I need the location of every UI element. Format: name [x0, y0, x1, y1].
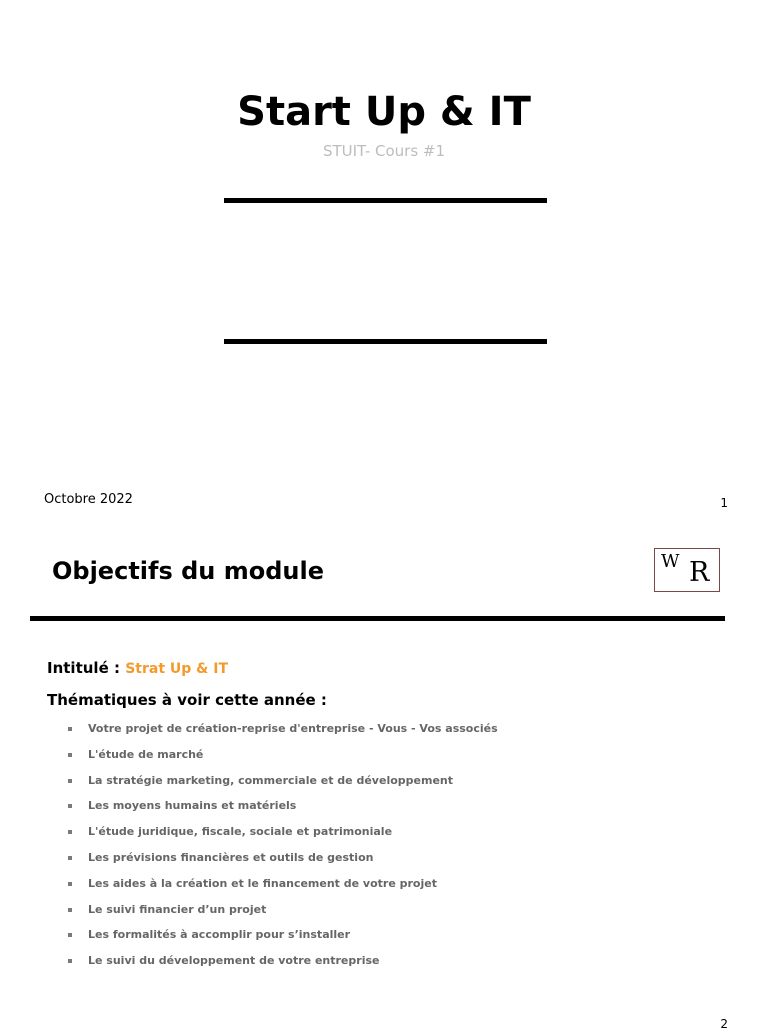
slide-date: Octobre 2022	[44, 492, 133, 507]
logo-letter-w: W	[661, 551, 680, 572]
square-bullet-icon	[68, 727, 72, 731]
square-bullet-icon	[68, 959, 72, 963]
list-item-text: Votre projet de création-reprise d'entreprise - Vous - Vos associés	[88, 722, 498, 735]
list-item-text: La stratégie marketing, commerciale et de développement	[88, 773, 453, 787]
list-item	[64, 796, 498, 822]
list-item-text: Le suivi du développement de votre entreprise	[88, 954, 380, 968]
list-item	[64, 745, 498, 771]
list-item-text: L'étude juridique, fiscale, sociale et patrimoniale	[88, 825, 393, 839]
bottom-divider	[224, 339, 547, 344]
page-number-2: 2	[720, 1017, 728, 1031]
square-bullet-icon	[68, 856, 72, 860]
wr-logo	[654, 548, 720, 592]
square-bullet-icon	[68, 779, 72, 783]
slide-title: Start Up & IT	[237, 89, 531, 135]
list-item	[64, 951, 498, 977]
module-objectives-title: Objectifs du module	[52, 557, 324, 585]
list-item	[64, 848, 498, 874]
list-item-text: Les moyens humains et matériels	[88, 799, 297, 813]
square-bullet-icon	[68, 804, 72, 808]
list-item	[64, 771, 498, 797]
list-item	[64, 925, 498, 951]
square-bullet-icon	[68, 882, 72, 886]
top-divider	[224, 198, 547, 203]
list-item	[64, 822, 498, 848]
intitule-label: Intitulé :	[47, 659, 120, 677]
intitule-value: Strat Up & IT	[125, 661, 229, 677]
list-item-text: Les prévisions financières et outils de gestion	[88, 850, 374, 864]
logo-letter-r: R	[689, 557, 710, 588]
list-item	[64, 719, 498, 745]
title-divider	[30, 616, 725, 621]
square-bullet-icon	[68, 908, 72, 912]
square-bullet-icon	[68, 933, 72, 937]
list-item-text: L'étude de marché	[88, 747, 204, 761]
page-number: 1	[720, 496, 728, 510]
themes-heading: Thématiques à voir cette année :	[47, 691, 327, 709]
themes-list	[64, 719, 498, 977]
intitule-line	[47, 657, 228, 680]
list-item-text: Les formalités à accomplir pour s’installer	[88, 928, 351, 942]
list-item-text: Les aides à la création et le financement de votre projet	[88, 876, 437, 890]
square-bullet-icon	[68, 753, 72, 757]
square-bullet-icon	[68, 830, 72, 834]
list-item-text: Le suivi financier d’un projet	[88, 902, 267, 916]
list-item	[64, 874, 498, 900]
slide-subtitle: STUIT- Cours #1	[322, 142, 446, 160]
list-item	[64, 900, 498, 926]
